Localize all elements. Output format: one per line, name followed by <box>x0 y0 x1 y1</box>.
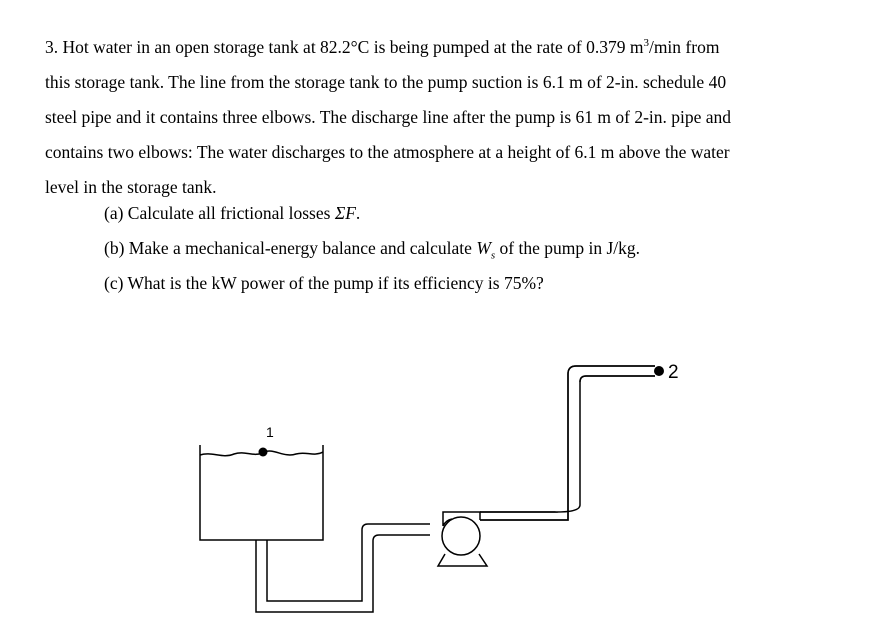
problem-line-3: steel pipe and it contains three elbows. The discharge line after the pump is 61 m of 2-in. pipe and <box>45 107 732 127</box>
part-b: (b) Make a mechanical-energy balance and calculate $W_s$ of the pump in J/kg. <box>104 238 641 262</box>
problem-line-2: this storage tank. The line from the storage tank to the pump suction is 6.1 m of 2-in. schedule 40 <box>45 72 727 92</box>
part-c: (c) What is the kW power of the pump if its efficiency is 75%? <box>104 273 544 293</box>
problem-line-4: contains two elbows: The water discharges to the atmosphere at a height of 6.1 m above the water <box>45 142 730 162</box>
storage-tank <box>200 445 323 540</box>
problem-line-5: level in the storage tank. <box>45 177 217 197</box>
point-2-label: 2 <box>668 362 679 383</box>
sum-f-symbol: ΣF <box>334 203 356 223</box>
problem-line-1: 3. Hot water in an open storage tank at 82.2°C is being pumped at the rate of 0.379 $m^3/\min$ from <box>45 37 720 57</box>
point-1-label: 1 <box>266 424 274 440</box>
point-1-marker <box>259 448 268 457</box>
pump-base <box>438 554 487 566</box>
cubic-superscript: 3 <box>643 37 649 50</box>
ws-symbol: $W_s$ <box>476 238 496 262</box>
part-a: (a) Calculate all frictional losses ΣF. <box>104 203 361 223</box>
pump-discharge-nozzle <box>443 512 480 526</box>
pump-casing <box>442 517 480 555</box>
point-2-marker <box>654 366 664 376</box>
discharge-pipe-left-wall <box>480 366 655 520</box>
